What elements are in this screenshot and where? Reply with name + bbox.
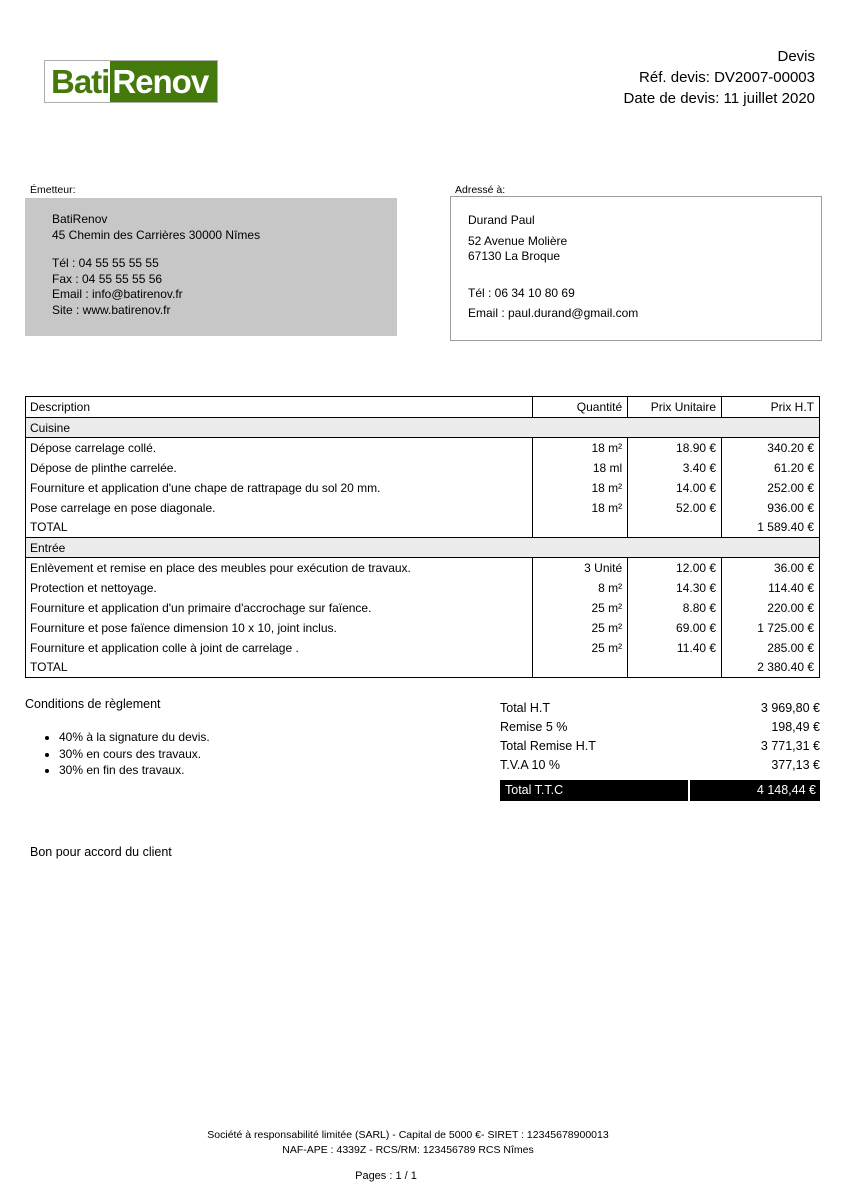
table-section-header-row [26,538,820,558]
table-row [26,618,820,638]
table-row [26,558,820,578]
document-reference: Réf. devis: DV2007-00003 [639,69,815,86]
cell-value: 285.00 € [722,638,820,658]
emitter-fax: Fax : 04 55 55 55 56 [52,271,163,286]
page-indicator: Pages : 1 / 1 [355,1170,417,1182]
cell-description: Enlèvement et remise en place des meubles pour exécution de travaux. [26,558,533,578]
totals-row [500,756,820,775]
recipient-label: Adressé à: [455,184,506,196]
grand-total-value: 4 148,44 € [756,783,816,798]
cell-value: 114.40 € [722,578,820,598]
payment-conditions-list [25,729,445,779]
column-header-quantity: Quantité [533,397,628,418]
table-row [26,638,820,658]
cell-value: 936.00 € [722,498,820,518]
cell-value: 25 m² [533,618,628,638]
totals-rows [500,698,820,775]
document-date: Date de devis: 11 juillet 2020 [623,90,815,107]
recipient-address-line2: 67130 La Broque [468,249,561,263]
totals-row-label: Remise 5 % [500,719,568,734]
signature-note: Bon pour accord du client [30,845,172,859]
cell-value: 36.00 € [722,558,820,578]
section-name: Entrée [26,538,820,558]
payment-conditions-title: Conditions de règlement [25,697,161,711]
cell-value: 3.40 € [628,458,722,478]
emitter-label: Émetteur: [30,184,76,196]
cell-description: Dépose de plinthe carrelée. [26,458,533,478]
cell-value: 220.00 € [722,598,820,618]
cell-value: 1 725.00 € [722,618,820,638]
column-header-unit-price: Prix Unitaire [628,397,722,418]
totals-row-label: T.V.A 10 % [500,758,560,773]
emitter-site: Site : www.batirenov.fr [52,302,171,317]
cell-value: 18 m² [533,498,628,518]
cell-description: Dépose carrelage collé. [26,438,533,458]
cell-description: Protection et nettoyage. [26,578,533,598]
payment-condition-item: • 30% en fin des travaux. [59,762,445,779]
cell-value: 2 380.40 € [722,658,820,678]
cell-value: 8.80 € [628,598,722,618]
cell-value: 18.90 € [628,438,722,458]
payment-condition-item: • 40% à la signature du devis. [59,729,445,746]
emitter-tel: Tél : 04 55 55 55 55 [52,256,159,270]
cell-value: 25 m² [533,638,628,658]
recipient-box [450,196,822,341]
document-type: Devis [777,48,815,65]
table-row [26,598,820,618]
table-row [26,498,820,518]
column-header-description: Description [26,397,533,418]
quote-items-table [25,396,820,678]
totals-summary [500,698,820,801]
section-name: Cuisine [26,418,820,438]
column-header-price-ht: Prix H.T [722,397,820,418]
totals-row [500,698,820,717]
cell-value: 18 ml [533,458,628,478]
emitter-address: 45 Chemin des Carrières 30000 Nîmes [52,227,261,242]
cell-value: 3 Unité [533,558,628,578]
totals-row-value: 377,13 € [771,758,820,773]
spacer [52,243,387,256]
payment-condition-item: • 30% en cours des travaux. [59,746,445,763]
grand-total-label: Total T.T.C [500,780,690,801]
totals-row-value: 3 969,80 € [760,700,820,715]
totals-row [500,717,820,736]
cell-value: 69.00 € [628,618,722,638]
cell-description: Fourniture et application d'un primaire d'accrochage sur faïence. [26,598,533,618]
table-section-total-row [26,518,820,538]
table-row [26,578,820,598]
document-header [623,46,815,109]
table-row [26,438,820,458]
logo-text-bati: Bati [45,61,110,102]
cell-value: 52.00 € [628,498,722,518]
recipient-address-line1: 52 Avenue Molière [468,234,568,248]
table-section-total-row [26,658,820,678]
totals-row-label: Total H.T [500,700,551,715]
cell-value: 1 589.40 € [722,518,820,538]
emitter-email: Email : info@batirenov.fr [52,287,183,301]
grand-total-bar [500,780,820,801]
emitter-box [25,198,397,336]
totals-row-label: Total Remise H.T [500,738,596,753]
cell-description: Pose carrelage en pose diagonale. [26,498,533,518]
recipient-tel: Tél : 06 34 10 80 69 [468,286,575,300]
payment-conditions [25,697,445,779]
cell-value [533,658,628,678]
cell-value: 8 m² [533,578,628,598]
cell-description: TOTAL [26,658,533,678]
legal-footer-line1: Société à responsabilité limitée (SARL) - Capital de 5000 €- SIRET : 12345678900013 [207,1129,609,1141]
emitter-name: BatiRenov [52,212,108,226]
cell-value: 25 m² [533,598,628,618]
cell-value: 61.20 € [722,458,820,478]
cell-description: Fourniture et pose faïence dimension 10 x 10, joint inclus. [26,618,533,638]
recipient-name: Durand Paul [468,213,535,227]
legal-footer [25,1128,791,1157]
table-row [26,478,820,498]
quote-table-rows [26,418,820,678]
cell-description: Fourniture et application d'une chape de rattrapage du sol 20 mm. [26,478,533,498]
cell-value [628,658,722,678]
cell-value [628,518,722,538]
cell-value: 18 m² [533,478,628,498]
cell-description: TOTAL [26,518,533,538]
logo-text-renov: Renov [110,61,217,102]
table-row [26,458,820,478]
cell-value: 14.00 € [628,478,722,498]
totals-row-value: 3 771,31 € [760,738,820,753]
cell-value: 18 m² [533,438,628,458]
cell-value: 14.30 € [628,578,722,598]
totals-row-value: 198,49 € [771,719,820,734]
cell-value: 11.40 € [628,638,722,658]
totals-row [500,736,820,755]
table-section-header-row [26,418,820,438]
recipient-email: Email : paul.durand@gmail.com [468,306,639,320]
cell-value: 340.20 € [722,438,820,458]
cell-value [533,518,628,538]
cell-value: 12.00 € [628,558,722,578]
cell-value: 252.00 € [722,478,820,498]
legal-footer-line2: NAF-APE : 4339Z - RCS/RM: 123456789 RCS Nîmes [282,1143,534,1156]
table-header-row [26,397,820,418]
cell-description: Fourniture et application colle à joint de carrelage . [26,638,533,658]
company-logo [44,60,218,103]
